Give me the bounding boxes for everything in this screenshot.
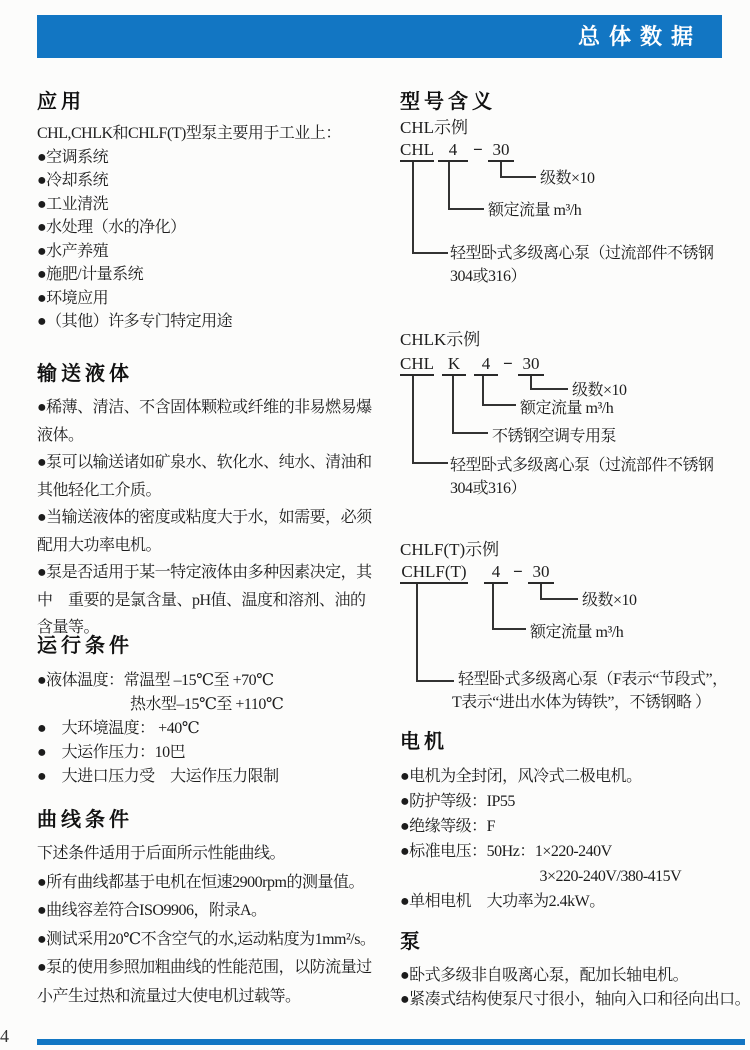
model-diagram-chlk [400,330,750,505]
text-line: 中 重要的是氯含量、pH值、温度和溶剂、油的 [37,591,366,609]
text-line: ●冷却系统 [37,172,109,189]
code-segment: 4 [474,354,498,376]
text-line: ●所有曲线都基于电机在恒速2900rpm的测量值。 [37,873,364,891]
text-line: ●防护等级：IP55 [400,793,515,810]
text-line: ●曲线容差符合ISO9906，附录A。 [37,902,267,919]
text-line: ●绝缘等级：F [400,818,496,835]
applications-heading: 应用 [37,91,85,113]
text-line: ●泵可以输送诸如矿泉水、软化水、纯水、清油和 [37,454,372,471]
code-segment: 4 [438,140,468,162]
stages-label: 级数×10 [572,382,627,399]
curve-conditions-heading: 曲线条件 [37,809,133,831]
connector-line [530,376,568,390]
k-label: 不锈钢空调专用泵 [492,428,617,445]
page-header-bar [37,15,722,58]
text-line: ●施肥/计量系统 [37,266,144,283]
page-number: 4 [0,1026,9,1046]
section-pumped-liquids [37,360,389,642]
pump-heading: 泵 [400,931,424,953]
text-line: ●测试采用20℃不含空气的水,运动粘度为1mm²/s。 [37,930,376,948]
connector-line [540,584,578,600]
text-line: 3×220-240V/380-415V [400,868,682,885]
code-segment: 30 [518,354,544,376]
text-line: ●环境应用 [37,289,109,307]
text-line: ●泵的使用参照加粗曲线的性能范围，以防流量过 [37,959,372,976]
code-segment: 30 [528,562,554,584]
connector-line [412,162,448,254]
connector-line [452,376,488,434]
connector-line [500,162,536,178]
code-segment: CHL [400,140,434,162]
operating-conditions-body [37,669,389,789]
pumped-liquids-heading: 输送液体 [37,363,133,385]
text-line: ●电机为全封闭，风冷式二极电机。 [400,768,642,785]
model-designation-heading: 型号含义 [400,91,496,113]
text-line: 其他轻化工介质。 [37,481,162,499]
text-line: ●当输送液体的密度或粘度大于水，如需要，必须 [37,509,372,526]
motor-heading: 电机 [400,731,448,753]
text-line: ●水产养殖 [37,242,109,260]
type-label-line2: T表示“进出水体为铸铁”，不锈钢略 ） [452,694,711,711]
page-title: 总体数据 [577,24,702,49]
text-line: ●单相电机 大功率为2.4kW。 [400,893,605,910]
diagram-title: CHL示例 [400,118,468,137]
connector-line [492,584,526,630]
operating-conditions-heading: 运行条件 [37,635,133,657]
text-line: ● 大运作压力：10巴 [37,744,186,761]
type-label-line1: 轻型卧式多级离心泵（F表示“节段式”， [458,671,728,688]
diagram-title: CHLK示例 [400,330,481,349]
text-line: 配用大功率电机。 [37,536,162,554]
section-applications [37,88,389,334]
flow-label: 额定流量 m³/h [520,400,614,417]
section-curve-conditions [37,806,389,1011]
text-line: ●泵是否适用于某一特定液体由多种因素决定，其 [37,564,372,581]
text-line: ●卧式多级非自吸离心泵，配加长轴电机。 [400,967,689,984]
model-code-row [400,562,750,584]
section-model-designation [400,88,750,116]
curve-conditions-body [37,840,389,1011]
flow-label: 额定流量 m³/h [530,624,624,641]
text-line: ●工业清洗 [37,195,109,213]
section-pump [400,928,750,1012]
connector-line [448,162,484,210]
text-line: ●液体温度：常温型 –15℃至 +70℃ [37,672,274,689]
applications-body [37,122,389,334]
code-segment: CHLF(T) [400,562,468,584]
text-line: ●稀薄、清洁、不含固体颗粒或纤维的非易燃易爆 [37,399,372,416]
model-diagram-chl [400,118,750,298]
pumped-liquids-body [37,394,389,642]
code-segment: 4 [484,562,508,584]
code-segment: 30 [488,140,514,162]
text-line: 液体。 [37,426,84,444]
type-label-line1: 轻型卧式多级离心泵（过流部件不锈钢 [450,245,714,262]
code-dash: − [513,562,523,581]
type-label-line2: 304或316） [450,268,527,285]
text-line: ● 大进口压力受 大运作压力限制 [37,768,279,785]
text-line: ●水处理（水的净化） [37,219,186,236]
motor-body [400,764,750,914]
text-line: ●（其他）许多专门特定用途 [37,313,233,330]
text-line: ●标准电压：50Hz：1×220-240V [400,843,612,860]
type-label-line2: 304或316） [450,480,527,497]
text-line: ●空调系统 [37,148,109,166]
model-code-row [400,140,750,162]
code-dash: − [473,140,483,159]
text-line: 热水型–15℃至 +110℃ [37,696,284,713]
text-line: 下述条件适用于后面所示性能曲线。 [37,845,286,862]
model-diagram-chlft [400,540,750,715]
pump-body [400,964,750,1012]
model-code-row [400,354,750,376]
code-segment: K [442,354,466,376]
code-dash: − [503,354,513,373]
diagram-title: CHLF(T)示例 [400,540,500,559]
flow-label: 额定流量 m³/h [488,202,582,219]
text-line: CHL,CHLK和CHLF(T)型泵主要用于工业上： [37,125,341,142]
type-label-line1: 轻型卧式多级离心泵（过流部件不锈钢 [450,457,714,474]
connector-line [412,376,448,464]
section-operating-conditions [37,632,389,789]
text-line: ● 大环境温度： +40℃ [37,720,200,737]
stages-label: 级数×10 [582,592,637,609]
footer-rule [37,1039,745,1045]
section-motor [400,728,750,914]
connector-line [416,584,454,682]
text-line: ●紧凑式结构使泵尺寸很小，轴向入口和径向出口。 [400,991,750,1008]
stages-label: 级数×10 [540,170,595,187]
text-line: 含量等。 [37,619,100,636]
text-line: 小产生过热和流量过大使电机过载等。 [37,987,301,1005]
code-segment: CHL [400,354,434,376]
